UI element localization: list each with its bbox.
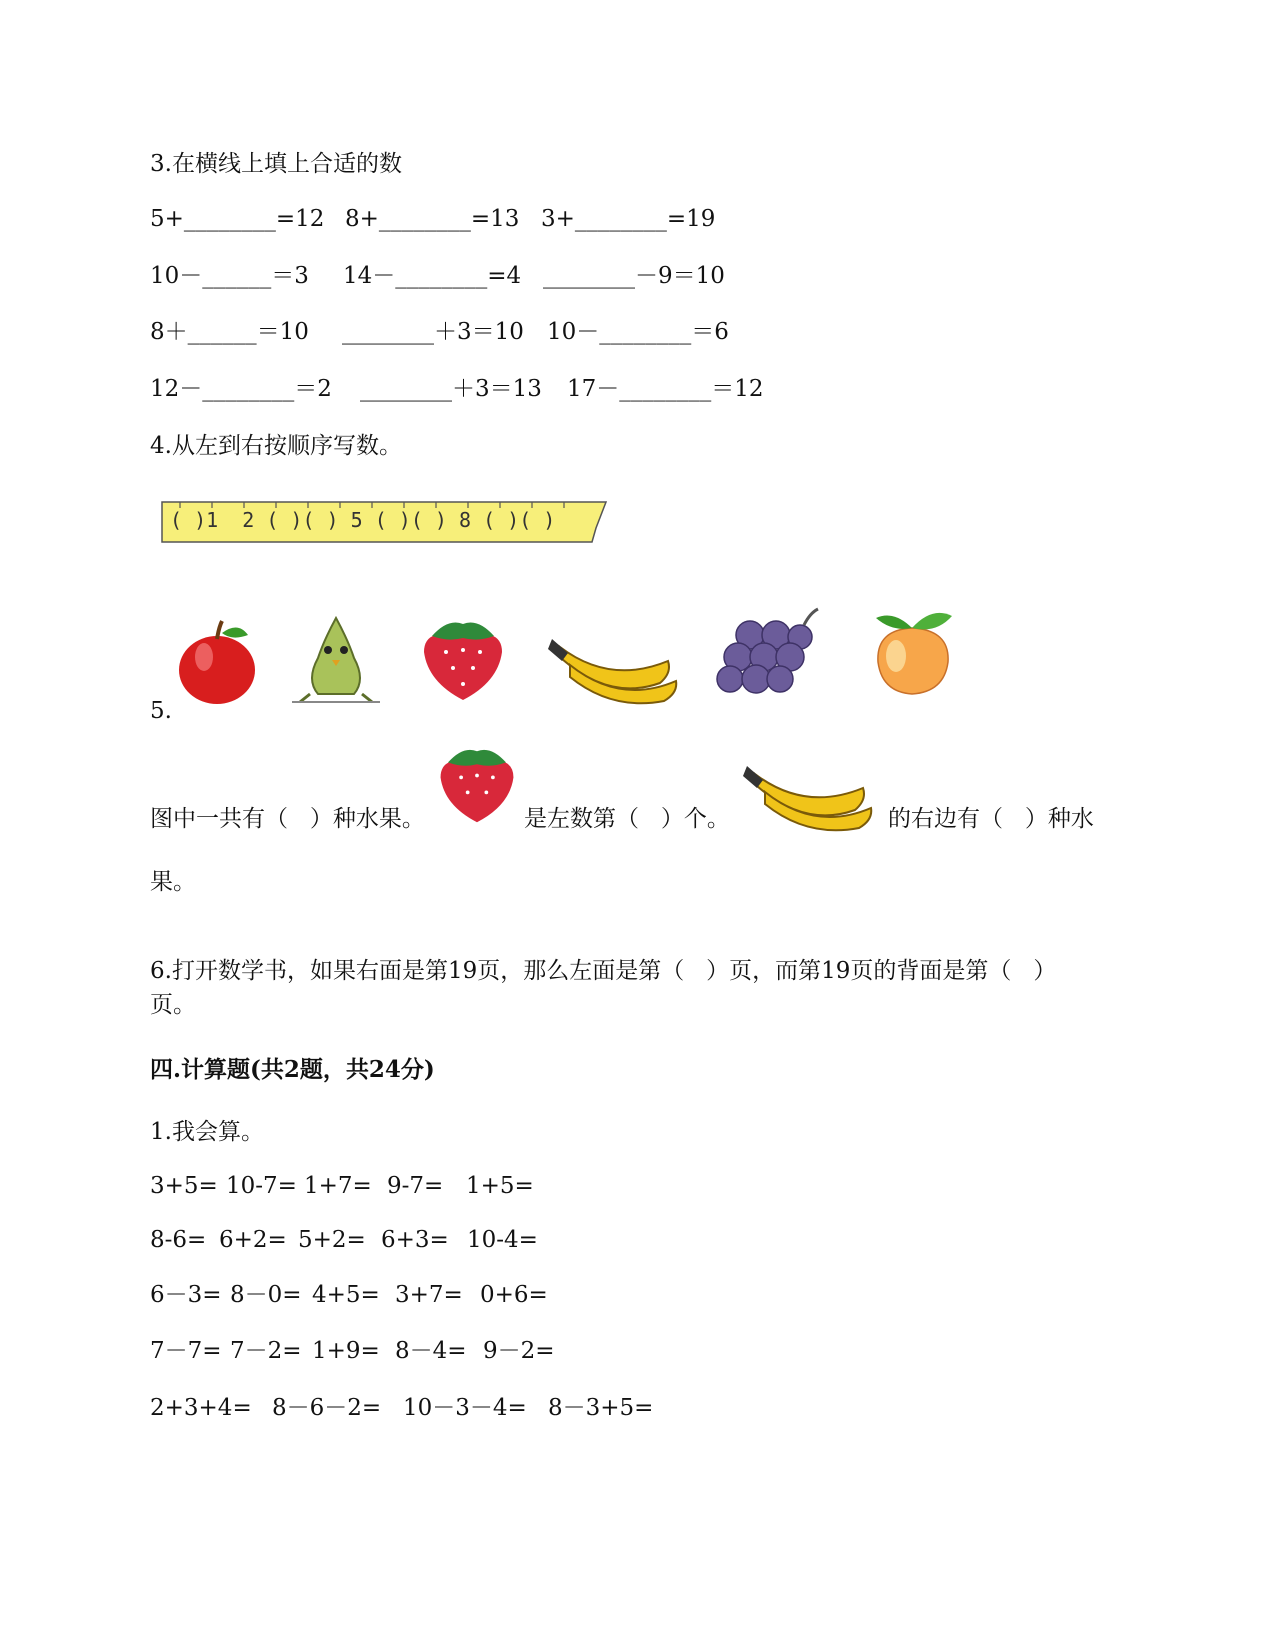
q5-text-part4: 果。 (150, 869, 196, 895)
q3-r3-c3: 10－________＝6 (547, 319, 729, 345)
strawberry-icon (418, 612, 508, 704)
calc-r4-c4: 8－4= (395, 1338, 467, 1364)
q5-text-part3: 的右边有（ ）种水 (888, 806, 1094, 832)
number-ruler (160, 498, 612, 544)
q3-r1-c3: 3+________=19 (541, 206, 716, 232)
calc-r3-c4: 3+7= (395, 1282, 463, 1308)
peach-icon (866, 606, 960, 698)
q3-r1-c1: 5+________=12 (150, 206, 325, 232)
q3-r2-c2: 14－________=4 (343, 263, 522, 289)
grape-icon (710, 605, 820, 705)
calc-r3-c1: 6－3= (150, 1282, 222, 1308)
calc-r5-c4: 8－3+5= (548, 1395, 654, 1421)
calc-r1-c2: 10-7= (226, 1173, 297, 1199)
calc-r5-c1: 2+3+4= (150, 1395, 252, 1421)
calc-r1-c1: 3+5= (150, 1173, 218, 1199)
calc-r5-c2: 8－6－2= (272, 1395, 382, 1421)
calc-r2-c4: 6+3= (381, 1227, 449, 1253)
q6-line2: 页。 (150, 992, 196, 1018)
calc-r4-c5: 9－2= (483, 1338, 555, 1364)
calc-r2-c2: 6+2= (219, 1227, 287, 1253)
calc-r5-c3: 10－3－4= (403, 1395, 527, 1421)
q3-r3-c1: 8＋______＝10 (150, 319, 309, 345)
banana-icon-inline (735, 752, 885, 832)
calc-r4-c3: 1+9= (312, 1338, 380, 1364)
q3-r2-c3: ________－9＝10 (543, 263, 725, 289)
apple-icon (172, 615, 262, 705)
calc-r3-c5: 0+6= (480, 1282, 548, 1308)
q3-title: 3.在横线上填上合适的数 (150, 151, 402, 177)
q3-r1-c2: 8+________=13 (345, 206, 520, 232)
calc-r1-c4: 9-7= (387, 1173, 444, 1199)
calc-r3-c2: 8－0= (230, 1282, 302, 1308)
calc-r1-c5: 1+5= (466, 1173, 534, 1199)
q3-r4-c2: ________＋3＝13 (360, 376, 542, 402)
calc-r3-c3: 4+5= (312, 1282, 380, 1308)
q3-r2-c1: 10－______＝3 (150, 263, 309, 289)
ruler-text: ( )1 2 ( )( ) 5 ( )( ) 8 ( )( ) (170, 508, 556, 532)
strawberry-icon-inline (434, 740, 520, 826)
q3-r4-c3: 17－________＝12 (567, 376, 764, 402)
q3-r3-c2: ________＋3＝10 (342, 319, 524, 345)
calc-r4-c1: 7－7= (150, 1338, 222, 1364)
q6-line1: 6.打开数学书，如果右面是第19页，那么左面是第（ ）页，而第19页的背面是第（ ） (150, 958, 1057, 984)
q4-title: 4.从左到右按顺序写数。 (150, 433, 402, 459)
q3-r4-c1: 12－________＝2 (150, 376, 332, 402)
q5-text-part2: 是左数第（ ）个。 (524, 806, 730, 832)
banana-icon (540, 625, 690, 705)
calc-title: 1.我会算。 (150, 1119, 264, 1145)
q5-number: 5. (150, 698, 172, 724)
calc-r4-c2: 7－2= (230, 1338, 302, 1364)
calc-r2-c1: 8-6= (150, 1227, 207, 1253)
calc-r2-c3: 5+2= (298, 1227, 366, 1253)
pear-icon (288, 610, 384, 706)
q5-text-part1: 图中一共有（ ）种水果。 (150, 806, 425, 832)
calc-r2-c5: 10-4= (467, 1227, 538, 1253)
calc-r1-c3: 1+7= (304, 1173, 372, 1199)
section-title: 四.计算题(共2题，共24分) (150, 1056, 435, 1083)
